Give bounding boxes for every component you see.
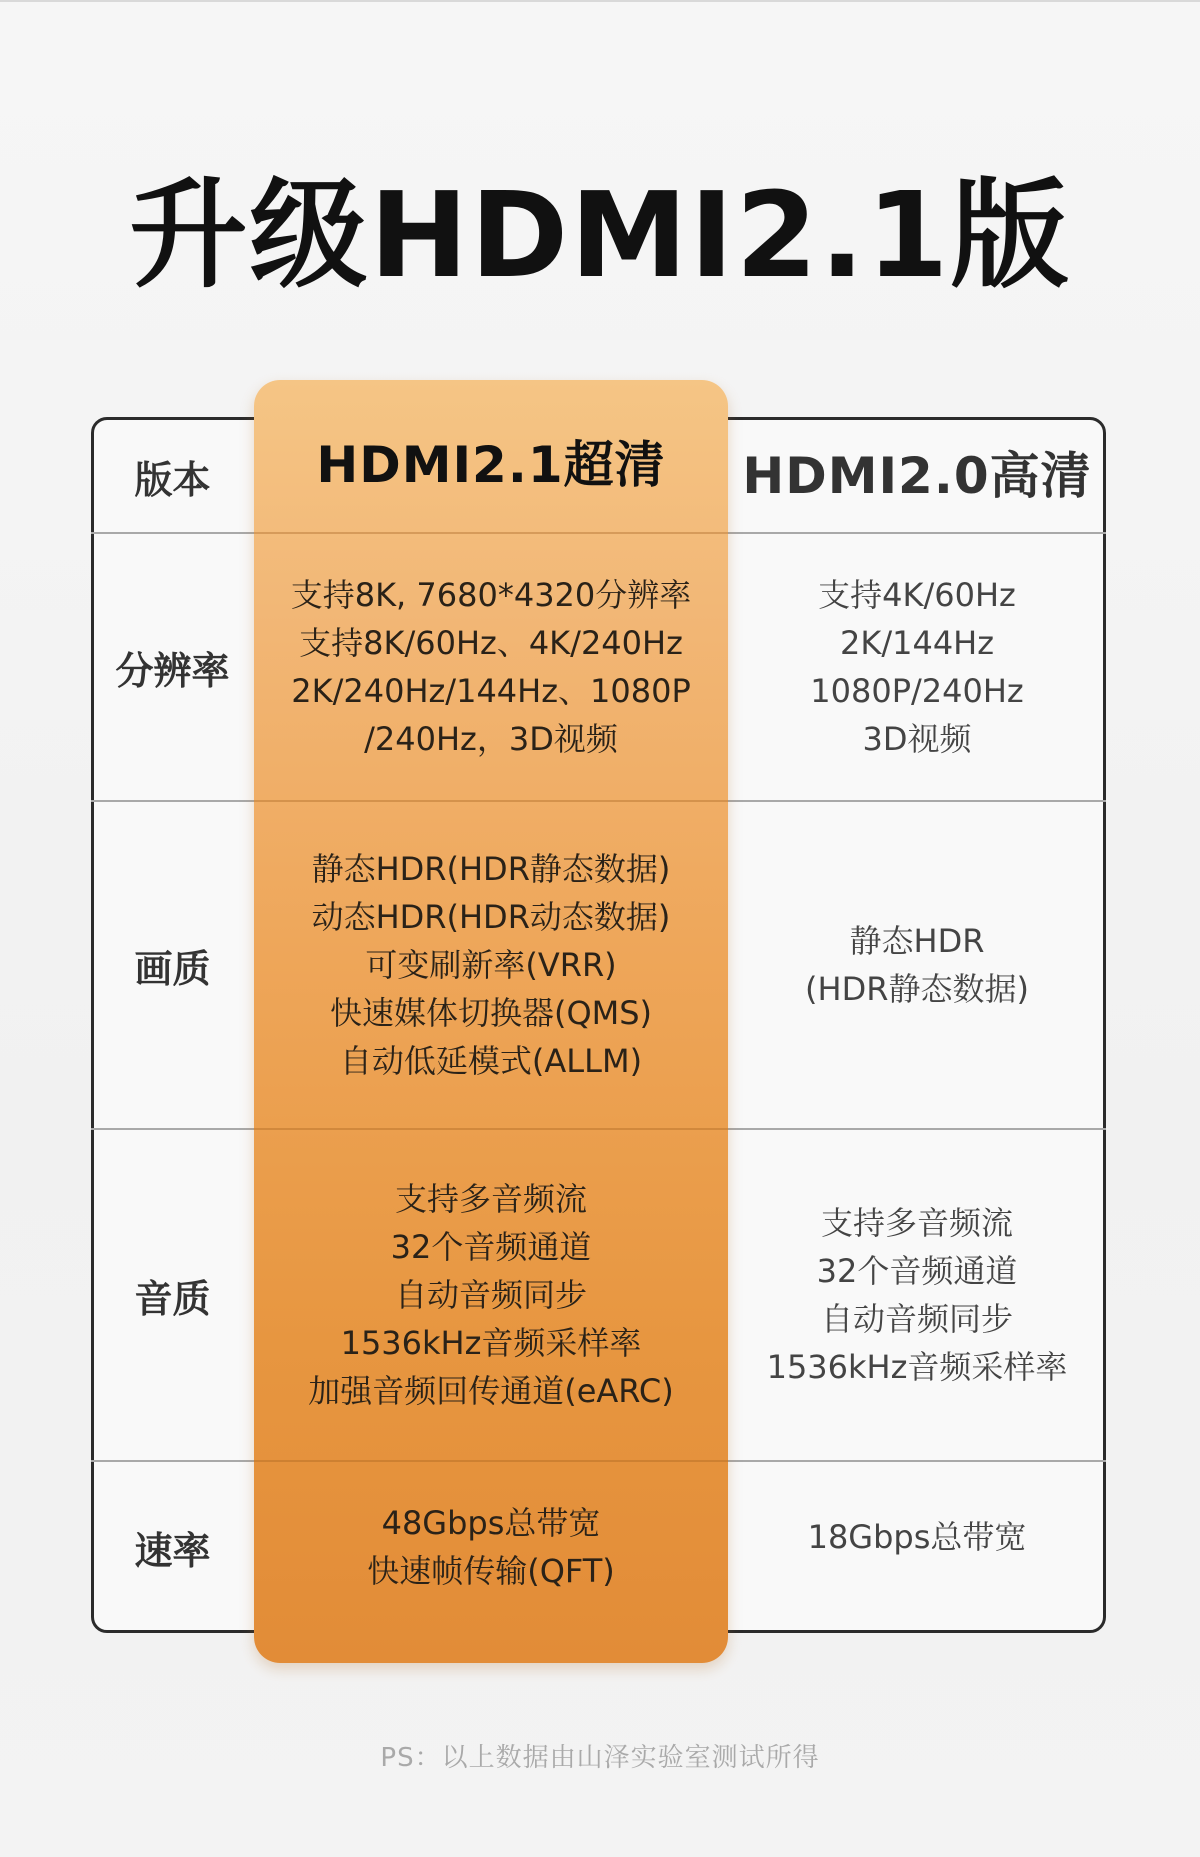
speed-hdmi20 — [728, 1462, 1106, 1612]
row-label-picture-quality: 画质 — [134, 946, 211, 991]
row-label-resolution: 分辨率 — [115, 648, 230, 693]
text-line: 3D视频 — [862, 720, 972, 758]
speed-hdmi21 — [254, 1462, 728, 1632]
text-line: 2K/144Hz — [839, 624, 995, 662]
text-line: 1536kHz音频采样率 — [766, 1348, 1068, 1386]
picture-quality-hdmi21 — [254, 802, 728, 1128]
text-line: 动态HDR(HDR动态数据) — [311, 898, 671, 936]
top-divider — [0, 0, 1200, 2]
audio-quality-hdmi21 — [254, 1130, 728, 1460]
text-line: 自动音频同步 — [394, 1276, 587, 1314]
row-label-speed: 速率 — [134, 1528, 211, 1573]
text-line: 2K/240Hz/144Hz、1080P — [291, 672, 691, 710]
page-title: 升级HDMI2.1版 — [129, 166, 1071, 304]
row-label-audio-quality: 音质 — [134, 1276, 211, 1321]
header-hdmi21: HDMI2.1超清 — [316, 436, 666, 494]
text-line: 自动音频同步 — [820, 1300, 1013, 1338]
text-line: (HDR静态数据) — [805, 970, 1029, 1008]
text-line: 32个音频通道 — [816, 1252, 1018, 1290]
footnote: PS：以上数据由山泽实验室测试所得 — [380, 1743, 820, 1773]
text-line: 支持多音频流 — [820, 1204, 1013, 1242]
audio-quality-hdmi20 — [728, 1130, 1106, 1460]
text-line: 1080P/240Hz — [810, 672, 1024, 710]
text-line: 自动低延模式(ALLM) — [339, 1042, 643, 1080]
text-line: 静态HDR(HDR静态数据) — [311, 850, 671, 888]
resolution-hdmi20 — [728, 534, 1106, 800]
header-hdmi20: HDMI2.0高清 — [742, 447, 1092, 505]
text-line: 静态HDR — [849, 922, 985, 960]
text-line: 快速帧传输(QFT) — [367, 1552, 615, 1590]
text-line: 支持8K, 7680*4320分辨率 — [290, 576, 692, 614]
text-line: 快速媒体切换器(QMS) — [329, 994, 653, 1032]
text-line: 32个音频通道 — [390, 1228, 592, 1266]
text-line: 可变刷新率(VRR) — [365, 946, 617, 984]
text-line: 1536kHz音频采样率 — [340, 1324, 642, 1362]
text-line: 18Gbps总带宽 — [807, 1518, 1027, 1556]
picture-quality-hdmi20 — [728, 802, 1106, 1128]
text-line: 48Gbps总带宽 — [381, 1504, 601, 1542]
text-line: /240Hz，3D视频 — [364, 720, 618, 758]
text-line: 支持4K/60Hz — [818, 576, 1016, 614]
text-line: 加强音频回传通道(eARC) — [308, 1372, 674, 1410]
resolution-hdmi21 — [254, 534, 728, 800]
text-line: 支持多音频流 — [394, 1180, 587, 1218]
header-label: 版本 — [134, 457, 211, 502]
text-line: 支持8K/60Hz、4K/240Hz — [299, 624, 683, 662]
